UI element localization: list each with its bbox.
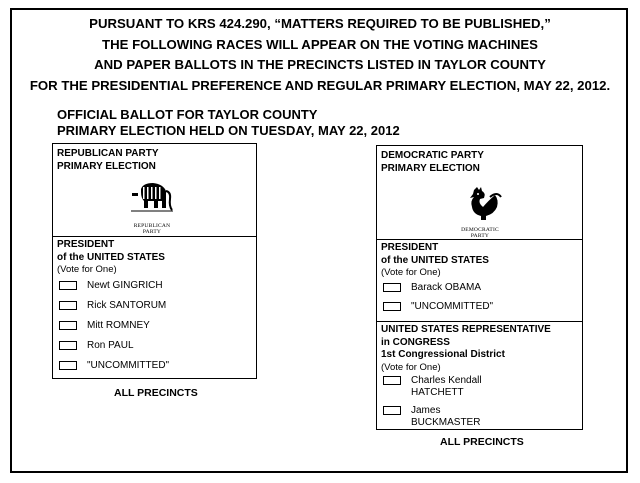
candidate-name: Newt GINGRICH (87, 280, 163, 291)
emblem-caption: PARTY (470, 233, 490, 239)
ballot-title-line: OFFICIAL BALLOT FOR TAYLOR COUNTY (57, 107, 318, 122)
vote-checkbox[interactable] (59, 361, 77, 370)
emblem-caption: PARTY (142, 229, 162, 235)
vote-checkbox[interactable] (383, 406, 401, 415)
party-header: REPUBLICAN PARTY PRIMARY ELECTION (57, 148, 159, 172)
party-header: DEMOCRATIC PARTY PRIMARY ELECTION (381, 150, 484, 174)
ballot-title-line: PRIMARY ELECTION HELD ON TUESDAY, MAY 22, 2012 (57, 123, 400, 138)
vote-checkbox[interactable] (59, 281, 77, 290)
notice-line: AND PAPER BALLOTS IN THE PRECINCTS LISTED IN TAYLOR COUNTY (94, 57, 546, 72)
candidate-name: Mitt ROMNEY (87, 320, 150, 331)
republican-ballot (52, 143, 257, 379)
vote-checkbox[interactable] (59, 341, 77, 350)
emblem-caption: DEMOCRATIC (461, 227, 499, 233)
ballot-title (57, 107, 400, 139)
candidate-name: Rick SANTORUM (87, 300, 167, 311)
race-header: PRESIDENT of the UNITED STATES (Vote for One) (381, 242, 489, 278)
candidate-name: Barack OBAMA (411, 282, 482, 293)
emblem-caption: REPUBLICAN (133, 223, 171, 229)
democratic-ballot (376, 145, 583, 430)
candidate-name: Charles Kendall HATCHETT (411, 375, 482, 398)
candidate-name: James BUCKMASTER (411, 405, 481, 428)
candidate-name: "UNCOMMITTED" (87, 360, 170, 371)
precincts-label: ALL PRECINCTS (440, 436, 524, 448)
race-president (53, 236, 256, 378)
notice-line: FOR THE PRESIDENTIAL PREFERENCE AND REGULAR PRIMARY ELECTION, MAY 22, 2012. (29, 77, 611, 93)
elephant-emblem-icon (129, 180, 175, 234)
candidate-name: Ron PAUL (87, 340, 134, 351)
notice-line: THE FOLLOWING RACES WILL APPEAR ON THE VOTING MACHINES (102, 36, 538, 52)
race-header: UNITED STATES REPRESENTATIVE in CONGRESS 1st Congressional District (Vote for One) (381, 324, 551, 373)
vote-checkbox[interactable] (383, 283, 401, 292)
rooster-emblem-icon (457, 186, 503, 239)
notice-line: PURSUANT TO KRS 424.290, “MATTERS REQUIRED TO BE PUBLISHED,” (89, 16, 551, 31)
vote-checkbox[interactable] (383, 302, 401, 311)
race-header: PRESIDENT of the UNITED STATES (Vote for One) (57, 239, 165, 275)
vote-checkbox[interactable] (383, 376, 401, 385)
vote-checkbox[interactable] (59, 301, 77, 310)
vote-checkbox[interactable] (59, 321, 77, 330)
precincts-label: ALL PRECINCTS (114, 387, 198, 399)
race-president (377, 239, 582, 322)
race-us-representative (377, 321, 582, 429)
legal-notice (14, 14, 626, 96)
candidate-name: "UNCOMMITTED" (411, 301, 494, 312)
